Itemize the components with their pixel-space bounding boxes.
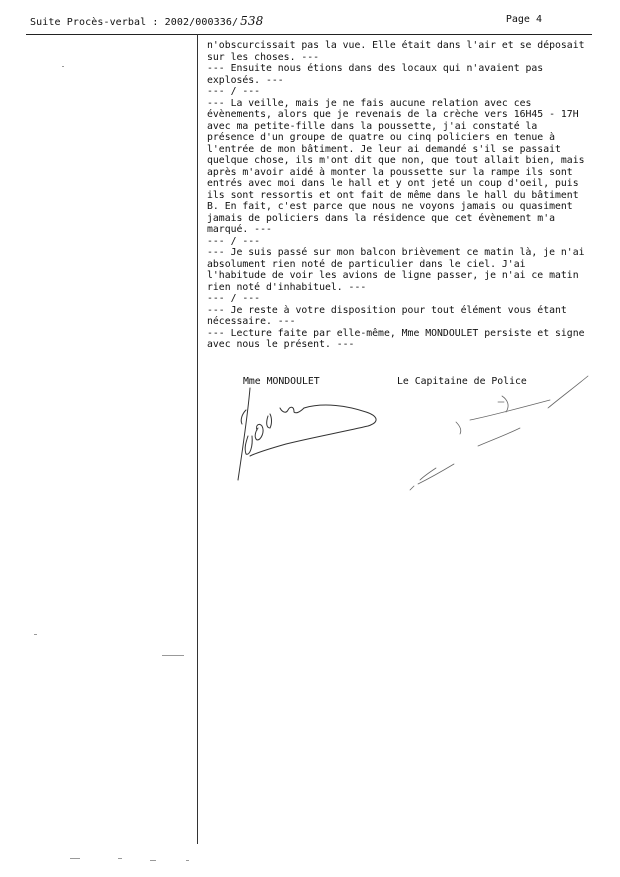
page-number: Page 4	[505, 14, 542, 25]
margin-column-divider	[197, 34, 198, 844]
statement-body	[207, 40, 612, 351]
header-divider	[26, 34, 592, 35]
witness-signature-label: Mme MONDOULET	[243, 376, 320, 387]
statement-line: --- Je reste à votre disposition pour tout élément vous étant	[207, 304, 567, 316]
margin-mark	[118, 858, 122, 859]
header-title-group	[30, 14, 263, 28]
header-title: Suite Procès-verbal : 2002/000336/	[30, 17, 239, 28]
statement-line: --- La veille, mais je ne fais aucune relation avec ces	[207, 97, 532, 109]
statement-line: --- / ---	[207, 293, 261, 304]
statement-line: rien noté d'inhabituel. ---	[207, 281, 367, 293]
statement-line: l'entrée de mon bâtiment. Je leur ai demandé s'il se passait	[207, 143, 561, 155]
statement-line: marqué. ---	[207, 224, 272, 235]
statement-line: avec ma petite-fille dans la poussette, j'ai constaté la	[207, 120, 538, 132]
witness-signature	[228, 384, 388, 484]
statement-line: --- Je suis passé sur mon balcon brièvement ce matin là, je n'ai	[207, 247, 585, 258]
statement-line: absolument rien noté de particulier dans le ciel. J'ai	[207, 258, 526, 270]
statement-line: quelque chose, ils m'ont dit que non, que tout allait bien, mais	[207, 155, 585, 166]
margin-mark	[70, 858, 80, 859]
officer-signature	[400, 372, 600, 502]
margin-mark	[34, 634, 37, 635]
statement-line: ils sont ressortis et ont fait de même dans le hall du bâtiment	[207, 189, 579, 201]
statement-line: entrés avec moi dans le hall et y ont jeté un coup d'oeil, puis	[207, 178, 579, 189]
statement-line: nécessaire. ---	[207, 316, 296, 327]
statement-line: --- Ensuite nous étions dans des locaux qui n'avaient pas	[207, 63, 544, 74]
officer-signature-label: Le Capitaine de Police	[397, 376, 527, 387]
margin-mark	[150, 860, 156, 861]
statement-line: présence d'un groupe de quatre ou cinq policiers en tenue à	[207, 132, 555, 143]
statement-line: jamais de policiers dans la résidence que cet évènement m'a	[207, 212, 555, 224]
statement-line: --- / ---	[207, 235, 261, 247]
statement-line: avec nous le présent. ---	[207, 339, 355, 350]
margin-mark	[162, 655, 184, 656]
handwritten-page-number: 538	[240, 14, 264, 28]
statement-line: n'obscurcissait pas la vue. Elle était dans l'air et se déposait	[207, 40, 585, 51]
page-header	[30, 14, 580, 34]
margin-mark	[186, 860, 189, 861]
statement-line: l'habitude de voir les avions de ligne passer, je n'ai ce matin	[207, 270, 579, 281]
statement-line: B. En fait, c'est parce que nous ne voyons jamais ou quasiment	[207, 201, 573, 212]
statement-line: explosés. ---	[207, 74, 284, 86]
statement-line: évènements, alors que je revenais de la crèche vers 16H45 - 17H	[207, 109, 579, 120]
statement-line: après m'avoir aidé à monter la poussette sur la rampe ils sont	[207, 166, 573, 178]
margin-mark	[62, 66, 64, 67]
statement-line: --- / ---	[207, 86, 261, 97]
statement-line: --- Lecture faite par elle-même, Mme MONDOULET persiste et signe	[207, 327, 585, 339]
statement-line: sur les choses. ---	[207, 51, 320, 63]
